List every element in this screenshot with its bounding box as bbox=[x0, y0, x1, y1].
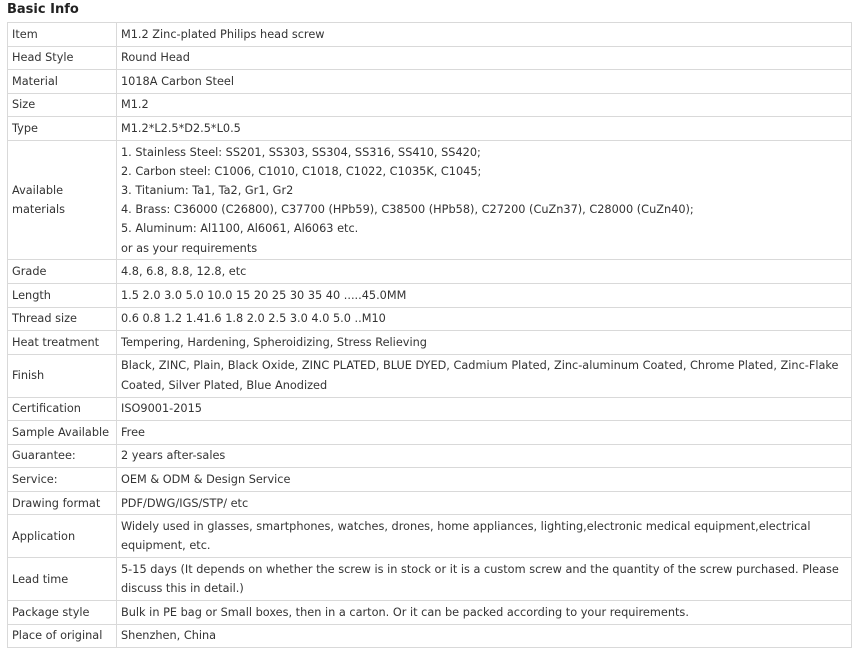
table-row bbox=[8, 93, 852, 117]
table-row bbox=[8, 624, 852, 648]
row-value: Widely used in glasses, smartphones, watches, drones, home appliances, lighting,electronic medical equipment,electrical equipment, etc. bbox=[117, 515, 852, 558]
table-row bbox=[8, 23, 852, 47]
table-row bbox=[8, 140, 852, 260]
table-row bbox=[8, 468, 852, 492]
table-row bbox=[8, 70, 852, 94]
table-row bbox=[8, 444, 852, 468]
table-row bbox=[8, 397, 852, 421]
row-value: ISO9001-2015 bbox=[117, 397, 852, 421]
row-value: PDF/DWG/IGS/STP/ etc bbox=[117, 491, 852, 515]
row-label: Heat treatment bbox=[8, 331, 117, 355]
row-value: Bulk in PE bag or Small boxes, then in a carton. Or it can be packed according to your requirements. bbox=[117, 601, 852, 625]
row-label: Application bbox=[8, 515, 117, 558]
row-value: Tempering, Hardening, Spheroidizing, Stress Relieving bbox=[117, 331, 852, 355]
table-row bbox=[8, 284, 852, 308]
table-row bbox=[8, 515, 852, 558]
row-value: 1.5 2.0 3.0 5.0 10.0 15 20 25 30 35 40 .....45.0MM bbox=[117, 284, 852, 308]
row-value: Free bbox=[117, 421, 852, 445]
row-value: 1. Stainless Steel: SS201, SS303, SS304, SS316, SS410, SS420; 2. Carbon steel: C1006, C1010, C1018, C1022, C1035K, C1045; 3. Titanium: Ta1, Ta2, Gr1, Gr2 4. Brass: C36000 (C26800), C37700 (HPb59), C38500 (HPb58), C27200 (CuZn37), C28000 (CuZn40); 5. Aluminum: Al1100, Al6061, Al6063 etc. or as your requirements bbox=[117, 140, 852, 260]
row-value: OEM & ODM & Design Service bbox=[117, 468, 852, 492]
row-label: Length bbox=[8, 284, 117, 308]
table-row bbox=[8, 331, 852, 355]
table-row bbox=[8, 601, 852, 625]
row-label: Size bbox=[8, 93, 117, 117]
row-label: Package style bbox=[8, 601, 117, 625]
basic-info-table-body bbox=[8, 23, 852, 648]
row-label: Finish bbox=[8, 354, 117, 397]
row-label: Item bbox=[8, 23, 117, 47]
row-label: Guarantee: bbox=[8, 444, 117, 468]
section-title: Basic Info bbox=[7, 2, 79, 17]
row-value: M1.2 Zinc-plated Philips head screw bbox=[117, 23, 852, 47]
row-value: 2 years after-sales bbox=[117, 444, 852, 468]
row-value: Shenzhen, China bbox=[117, 624, 852, 648]
row-value: 5-15 days (It depends on whether the screw is in stock or it is a custom screw and the quantity of the screw purchased. Please discuss this in detail.) bbox=[117, 558, 852, 601]
table-row bbox=[8, 117, 852, 141]
row-value: 0.6 0.8 1.2 1.41.6 1.8 2.0 2.5 3.0 4.0 5.0 ..M10 bbox=[117, 307, 852, 331]
row-value: Black, ZINC, Plain, Black Oxide, ZINC PLATED, BLUE DYED, Cadmium Plated, Zinc-aluminum Coated, Chrome Plated, Zinc-Flake Coated, Silver Plated, Blue Anodized bbox=[117, 354, 852, 397]
row-label: Drawing format bbox=[8, 491, 117, 515]
table-row bbox=[8, 421, 852, 445]
table-row bbox=[8, 46, 852, 70]
row-label: Service: bbox=[8, 468, 117, 492]
row-value: M1.2*L2.5*D2.5*L0.5 bbox=[117, 117, 852, 141]
basic-info-table bbox=[7, 22, 852, 648]
row-value: M1.2 bbox=[117, 93, 852, 117]
row-label: Available materials bbox=[8, 140, 117, 260]
row-label: Type bbox=[8, 117, 117, 141]
row-label: Lead time bbox=[8, 558, 117, 601]
row-value: 4.8, 6.8, 8.8, 12.8, etc bbox=[117, 260, 852, 284]
row-label: Certification bbox=[8, 397, 117, 421]
row-label: Sample Available bbox=[8, 421, 117, 445]
row-label: Place of original bbox=[8, 624, 117, 648]
row-label: Head Style bbox=[8, 46, 117, 70]
table-row bbox=[8, 558, 852, 601]
row-label: Material bbox=[8, 70, 117, 94]
table-row bbox=[8, 307, 852, 331]
table-row bbox=[8, 354, 852, 397]
row-value: Round Head bbox=[117, 46, 852, 70]
table-row bbox=[8, 260, 852, 284]
row-label: Thread size bbox=[8, 307, 117, 331]
table-row bbox=[8, 491, 852, 515]
row-value: 1018A Carbon Steel bbox=[117, 70, 852, 94]
row-label: Grade bbox=[8, 260, 117, 284]
